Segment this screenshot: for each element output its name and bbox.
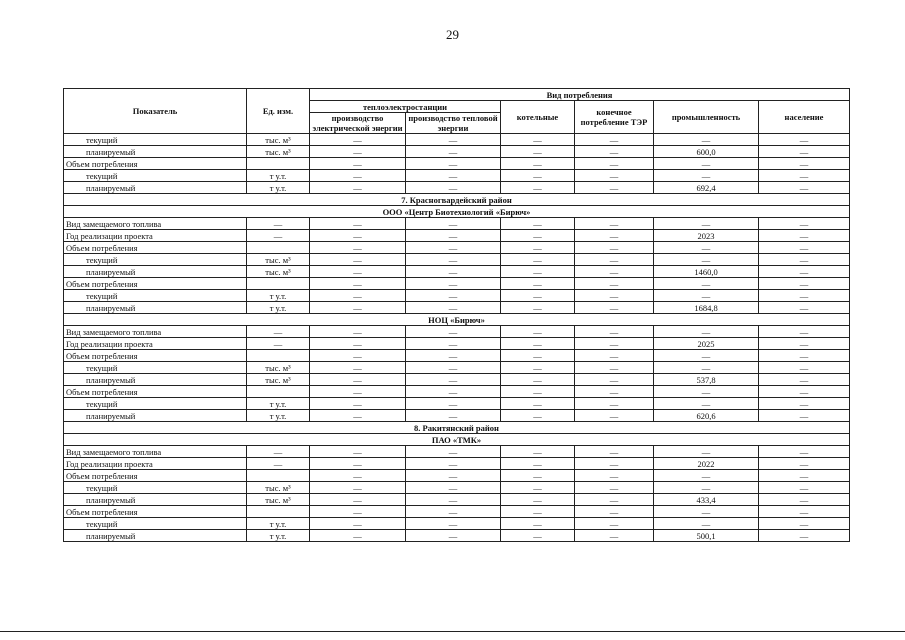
row-indicator: планируемый [64,146,247,158]
table-row [64,494,850,506]
cell-boilers: — [501,446,575,458]
cell-industry: 620,6 [654,410,759,422]
cell-industry: — [654,278,759,290]
cell-final-consumption: — [575,170,654,182]
cell-boilers: — [501,362,575,374]
page-bottom-rule [0,631,905,632]
cell-final-consumption: — [575,230,654,242]
cell-industry: — [654,446,759,458]
cell-industry: 1684,8 [654,302,759,314]
cell-boilers: — [501,470,575,482]
cell-population: — [759,278,850,290]
row-indicator: Год реализации проекта [64,230,247,242]
cell-final-consumption: — [575,506,654,518]
row-unit [247,158,310,170]
cell-industry: — [654,518,759,530]
row-indicator: планируемый [64,410,247,422]
cell-boilers: — [501,338,575,350]
cell-boilers: — [501,386,575,398]
row-indicator: текущий [64,254,247,266]
row-indicator: текущий [64,518,247,530]
cell-population: — [759,302,850,314]
header-chp: теплоэлектростанции [310,101,501,113]
cell-population: — [759,266,850,278]
cell-population: — [759,338,850,350]
table-row [64,290,850,302]
row-unit: т у.т. [247,170,310,182]
cell-chp-heat: — [406,518,501,530]
header-boilers: котельные [501,101,575,134]
cell-final-consumption: — [575,458,654,470]
cell-chp-electric: — [310,182,406,194]
cell-chp-heat: — [406,146,501,158]
cell-chp-heat: — [406,302,501,314]
cell-boilers: — [501,326,575,338]
cell-boilers: — [501,506,575,518]
cell-population: — [759,506,850,518]
cell-population: — [759,446,850,458]
cell-population: — [759,362,850,374]
table-row [64,518,850,530]
cell-chp-heat: — [406,218,501,230]
cell-chp-electric: — [310,494,406,506]
cell-population: — [759,410,850,422]
cell-final-consumption: — [575,362,654,374]
cell-population: — [759,218,850,230]
row-indicator: Объем потребления [64,470,247,482]
cell-final-consumption: — [575,338,654,350]
row-unit: т у.т. [247,398,310,410]
row-indicator: текущий [64,398,247,410]
cell-chp-heat: — [406,290,501,302]
cell-chp-electric: — [310,170,406,182]
table-row [64,350,850,362]
cell-industry: — [654,218,759,230]
cell-population: — [759,374,850,386]
cell-boilers: — [501,242,575,254]
cell-population: — [759,386,850,398]
table-row [64,302,850,314]
cell-population: — [759,398,850,410]
cell-industry: — [654,398,759,410]
row-unit: тыс. м³ [247,134,310,146]
table-row [64,218,850,230]
cell-chp-electric: — [310,386,406,398]
cell-chp-electric: — [310,410,406,422]
cell-final-consumption: — [575,242,654,254]
cell-industry: — [654,326,759,338]
row-indicator: Вид замещаемого топлива [64,218,247,230]
cell-final-consumption: — [575,134,654,146]
cell-chp-heat: — [406,470,501,482]
cell-chp-heat: — [406,242,501,254]
cell-chp-electric: — [310,290,406,302]
row-unit: т у.т. [247,410,310,422]
cell-final-consumption: — [575,266,654,278]
cell-boilers: — [501,350,575,362]
table-row [64,386,850,398]
cell-boilers: — [501,230,575,242]
cell-industry: 433,4 [654,494,759,506]
cell-chp-heat: — [406,158,501,170]
row-indicator: текущий [64,170,247,182]
cell-industry: 692,4 [654,182,759,194]
cell-chp-heat: — [406,338,501,350]
section-row [64,422,850,434]
cell-chp-heat: — [406,446,501,458]
row-indicator: Объем потребления [64,278,247,290]
cell-final-consumption: — [575,146,654,158]
row-unit: т у.т. [247,530,310,542]
table-row [64,146,850,158]
cell-chp-electric: — [310,230,406,242]
cell-boilers: — [501,266,575,278]
cell-industry: — [654,350,759,362]
table-row [64,230,850,242]
cell-population: — [759,458,850,470]
section-title: 8. Ракитянский район [64,422,850,434]
cell-chp-electric: — [310,518,406,530]
cell-chp-heat: — [406,386,501,398]
cell-final-consumption: — [575,182,654,194]
cell-industry: — [654,170,759,182]
cell-industry: — [654,386,759,398]
table-row [64,338,850,350]
cell-final-consumption: — [575,398,654,410]
row-unit [247,350,310,362]
cell-industry: 600,0 [654,146,759,158]
row-unit [247,470,310,482]
cell-chp-electric: — [310,302,406,314]
table-row [64,446,850,458]
cell-chp-electric: — [310,446,406,458]
table-row [64,134,850,146]
cell-population: — [759,530,850,542]
cell-industry: 537,8 [654,374,759,386]
cell-chp-heat: — [406,398,501,410]
cell-chp-electric: — [310,266,406,278]
cell-chp-heat: — [406,410,501,422]
row-unit: тыс. м³ [247,254,310,266]
row-indicator: текущий [64,482,247,494]
row-indicator: Вид замещаемого топлива [64,326,247,338]
cell-final-consumption: — [575,482,654,494]
header-population: население [759,101,850,134]
cell-population: — [759,518,850,530]
cell-chp-electric: — [310,242,406,254]
cell-industry: 500,1 [654,530,759,542]
cell-chp-heat: — [406,374,501,386]
cell-population: — [759,146,850,158]
cell-final-consumption: — [575,326,654,338]
row-unit: — [247,230,310,242]
cell-boilers: — [501,170,575,182]
cell-industry: 2023 [654,230,759,242]
cell-final-consumption: — [575,374,654,386]
cell-chp-heat: — [406,350,501,362]
cell-chp-heat: — [406,530,501,542]
table-row [64,506,850,518]
cell-chp-electric: — [310,398,406,410]
cell-chp-heat: — [406,230,501,242]
cell-population: — [759,350,850,362]
table-row [64,374,850,386]
cell-chp-electric: — [310,470,406,482]
table-row [64,170,850,182]
row-unit: тыс. м³ [247,494,310,506]
cell-boilers: — [501,302,575,314]
cell-population: — [759,170,850,182]
section-row [64,206,850,218]
cell-population: — [759,470,850,482]
cell-boilers: — [501,158,575,170]
cell-chp-electric: — [310,218,406,230]
row-unit: — [247,446,310,458]
header-final-consumption: конечное потребление ТЭР [575,101,654,134]
row-indicator: планируемый [64,374,247,386]
cell-final-consumption: — [575,530,654,542]
cell-chp-electric: — [310,530,406,542]
cell-chp-heat: — [406,182,501,194]
cell-chp-electric: — [310,326,406,338]
row-indicator: Год реализации проекта [64,338,247,350]
cell-population: — [759,254,850,266]
cell-industry: — [654,158,759,170]
cell-population: — [759,158,850,170]
cell-chp-heat: — [406,170,501,182]
cell-chp-heat: — [406,494,501,506]
cell-final-consumption: — [575,254,654,266]
cell-population: — [759,494,850,506]
cell-chp-heat: — [406,134,501,146]
section-title: ООО «Центр Биотехнологий «Бирюч» [64,206,850,218]
cell-boilers: — [501,518,575,530]
cell-boilers: — [501,482,575,494]
row-unit [247,278,310,290]
cell-population: — [759,482,850,494]
cell-industry: 1460,0 [654,266,759,278]
row-unit: — [247,338,310,350]
cell-final-consumption: — [575,410,654,422]
row-indicator: текущий [64,290,247,302]
cell-industry: — [654,242,759,254]
cell-chp-electric: — [310,158,406,170]
cell-boilers: — [501,218,575,230]
row-indicator: Объем потребления [64,350,247,362]
cell-final-consumption: — [575,290,654,302]
row-indicator: текущий [64,134,247,146]
row-unit: тыс. м³ [247,266,310,278]
row-unit: тыс. м³ [247,374,310,386]
cell-industry: — [654,290,759,302]
row-unit: т у.т. [247,182,310,194]
header-consumption-type: Вид потребления [310,89,850,101]
row-indicator: текущий [64,362,247,374]
cell-chp-heat: — [406,278,501,290]
row-unit: — [247,218,310,230]
cell-boilers: — [501,398,575,410]
cell-industry: — [654,506,759,518]
cell-population: — [759,134,850,146]
cell-boilers: — [501,494,575,506]
cell-population: — [759,182,850,194]
cell-boilers: — [501,278,575,290]
cell-boilers: — [501,182,575,194]
cell-final-consumption: — [575,494,654,506]
table-body [64,134,850,542]
row-indicator: планируемый [64,266,247,278]
table-row [64,158,850,170]
header-unit: Ед. изм. [247,89,310,134]
row-unit: — [247,458,310,470]
cell-boilers: — [501,374,575,386]
row-unit: тыс. м³ [247,362,310,374]
row-indicator: Год реализации проекта [64,458,247,470]
row-unit: тыс. м³ [247,146,310,158]
table-row [64,482,850,494]
cell-chp-electric: — [310,458,406,470]
consumption-table [63,88,850,542]
section-title: 7. Красногвардейский район [64,194,850,206]
cell-chp-electric: — [310,374,406,386]
cell-boilers: — [501,134,575,146]
section-row [64,194,850,206]
header-indicator: Показатель [64,89,247,134]
section-row [64,434,850,446]
table-row [64,398,850,410]
table-row [64,278,850,290]
cell-final-consumption: — [575,278,654,290]
cell-final-consumption: — [575,518,654,530]
header-industry: промышленность [654,101,759,134]
row-indicator: планируемый [64,302,247,314]
row-indicator: планируемый [64,530,247,542]
cell-chp-heat: — [406,326,501,338]
cell-boilers: — [501,410,575,422]
header-chp-electric: производство электрической энергии [310,113,406,134]
cell-chp-electric: — [310,278,406,290]
table-row [64,182,850,194]
row-indicator: планируемый [64,494,247,506]
cell-final-consumption: — [575,302,654,314]
header-chp-heat: производство тепловой энергии [406,113,501,134]
table-header [64,89,850,134]
cell-population: — [759,326,850,338]
cell-final-consumption: — [575,470,654,482]
cell-industry: — [654,470,759,482]
cell-chp-electric: — [310,338,406,350]
cell-chp-electric: — [310,362,406,374]
cell-chp-electric: — [310,146,406,158]
cell-chp-electric: — [310,254,406,266]
table-row [64,458,850,470]
cell-chp-heat: — [406,254,501,266]
section-row [64,314,850,326]
table-row [64,362,850,374]
cell-population: — [759,242,850,254]
row-indicator: Объем потребления [64,242,247,254]
table-row [64,470,850,482]
cell-chp-heat: — [406,506,501,518]
cell-industry: 2022 [654,458,759,470]
table-row [64,326,850,338]
cell-industry: 2025 [654,338,759,350]
row-indicator: Объем потребления [64,158,247,170]
cell-boilers: — [501,290,575,302]
row-unit [247,386,310,398]
row-indicator: Вид замещаемого топлива [64,446,247,458]
cell-final-consumption: — [575,218,654,230]
cell-chp-electric: — [310,482,406,494]
row-unit: т у.т. [247,518,310,530]
cell-industry: — [654,362,759,374]
cell-boilers: — [501,458,575,470]
row-unit: т у.т. [247,290,310,302]
cell-final-consumption: — [575,446,654,458]
cell-industry: — [654,482,759,494]
table-row [64,242,850,254]
cell-final-consumption: — [575,350,654,362]
cell-chp-electric: — [310,134,406,146]
cell-chp-electric: — [310,506,406,518]
section-title: ПАО «ТМК» [64,434,850,446]
row-indicator: планируемый [64,182,247,194]
cell-chp-heat: — [406,266,501,278]
row-indicator: Объем потребления [64,506,247,518]
cell-industry: — [654,134,759,146]
row-unit: т у.т. [247,302,310,314]
cell-final-consumption: — [575,386,654,398]
row-indicator: Объем потребления [64,386,247,398]
table-row [64,410,850,422]
table-row [64,266,850,278]
cell-chp-heat: — [406,458,501,470]
row-unit [247,506,310,518]
page-number: 29 [446,27,459,42]
section-title: НОЦ «Бирюч» [64,314,850,326]
row-unit: — [247,326,310,338]
row-unit [247,242,310,254]
cell-population: — [759,230,850,242]
cell-boilers: — [501,254,575,266]
table-row [64,254,850,266]
cell-population: — [759,290,850,302]
row-unit: тыс. м³ [247,482,310,494]
cell-boilers: — [501,530,575,542]
table-row [64,530,850,542]
cell-chp-heat: — [406,362,501,374]
cell-final-consumption: — [575,158,654,170]
cell-chp-electric: — [310,350,406,362]
cell-chp-heat: — [406,482,501,494]
cell-industry: — [654,254,759,266]
cell-boilers: — [501,146,575,158]
